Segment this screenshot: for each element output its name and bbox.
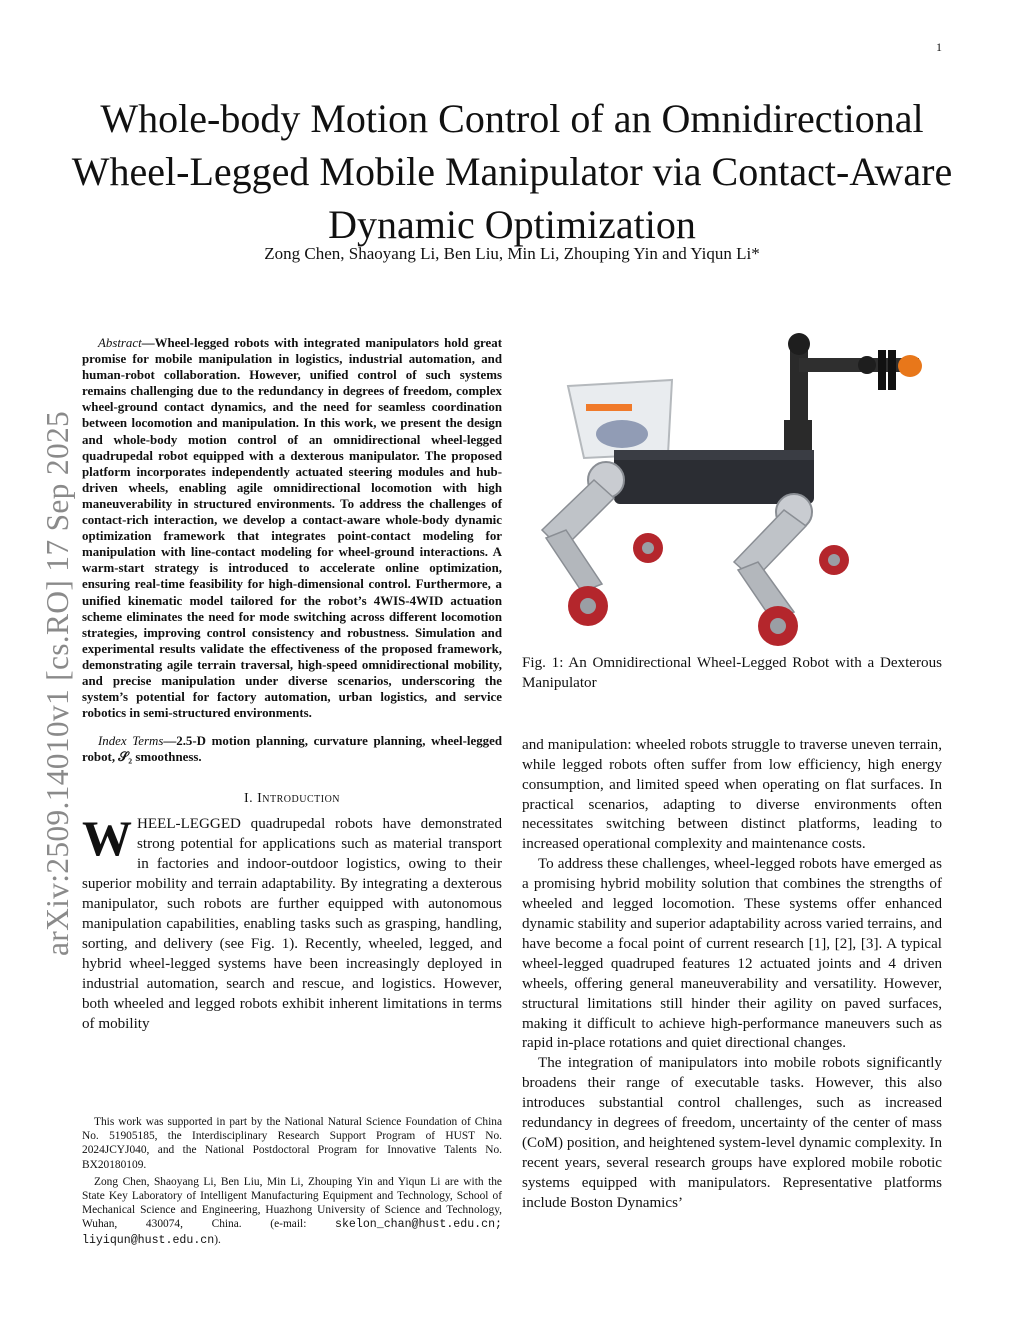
dropcap-letter: W [82,810,132,867]
front-left-hub [580,598,596,614]
intro-paragraph [82,810,502,1034]
front-lower-leg [546,530,602,592]
robot-photo-illustration [522,330,942,646]
body-paragraph: The integration of manipulators into mobile robots significantly broadens their range of executable tasks. However, this also introduces substantial control challenges, such as increased redundancy in degrees of freedom, uncertainty of the center of mass (CoM) position, and heightened system-level dynamic complexity. In recent years, several research groups have explored mobile robotic systems equipped with manipulators. Representative platforms include Boston Dynamics’ [522,1055,942,1211]
page-number: 1 [936,40,942,54]
abstract [82,335,502,721]
author-list: Zong Chen, Shaoyang Li, Ben Liu, Min Li, Zhouping Yin and Yiqun Li* [264,244,760,263]
arxiv-identifier-stamp: arXiv:2509.14010v1 [cs.RO] 17 Sep 2025 [40,410,75,956]
robot-body-top [614,450,814,460]
bin-orange-item [586,404,632,411]
abstract-text: —Wheel-legged robots with integrated manipulators hold great promise for mobile manipulation in logistics, industrial automation, and human-robot collaboration. However, unified control of such systems remains challenging due to the redundancy in degrees of freedom, complex wheel-ground contact dynamics, and the need for seamless coordination between locomotion and manipulation. In this work, we present the design and whole-body motion control of an omnidirectional wheel-legged quadrupedal robot equipped with a dexterous manipulator. The proposed platform incorporates independently actuated steering modules and hub-driven wheels, enabling agile omnidirectional locomotion with high maneuverability in structured environments. To address the challenges of contact-rich interaction, we develop a contact-aware whole-body dynamic optimization framework that integrates point-contact modeling for manipulation with line-contact modeling for wheel-ground interactions. A warm-start strategy is introduced to accelerate online optimization, ensuring real-time feasibility for high-dimensional control. Furthermore, a unified kinematic model tailored for the robot’s 4WIS-4WID actuation scheme eliminates the need for mode switching across different locomotion strategies, improving control consistency and robustness. Simulation and experimental results validate the effectiveness of the proposed framework, demonstrating agile terrain traversal, high-speed omnidirectional mobility, and precise manipulation under diverse scenarios, underscoring the system’s potential for factory automation, urban logistics, and service robotics in semi-structured environments. [82,336,502,721]
arm-shoulder-joint [788,333,810,355]
index-terms-label: Index Terms [98,734,164,749]
right-column-body [522,736,942,1214]
affiliation-end: ). [214,1233,221,1246]
section-heading-introduction: I. Introduction [243,791,341,807]
bin-blue-item [596,420,648,448]
affiliation-footnote [82,1175,502,1248]
rear-left-hub [770,618,786,634]
affiliation-text: Zong Chen, Shaoyang Li, Ben Liu, Min Li, Zhouping Yin and Yiqun Li are with the State Key Laboratory of Intelligent Manufacturing Equipment and Technology, School of Mechanical Science and Engineering, Huazhong University of Science and Technology, Wuhan, 430074, China. (e-mail: [82,1175,502,1231]
left-column [82,335,502,1034]
grasped-bottle [898,355,922,377]
right-column [522,330,942,1214]
funding-footnote: This work was supported in part by the National Natural Science Foundation of China No. 51905185, the Interdisciplinary Research Support Program of HUST No. 2024JCYJ040, and the National Postdoctoral Program for Innovative Talents No. BX20180109. [82,1116,502,1171]
gripper-left-finger [878,350,886,390]
index-terms-text: —2.5-D motion planning, curvature planning, wheel-legged robot, 𝒮₂ smoothness. [82,734,502,765]
gripper-right-finger [888,350,896,390]
abstract-label: Abstract [98,336,142,350]
body-paragraph: and manipulation: wheeled robots struggle to traverse uneven terrain, while legged robots often suffer from low efficiency, high energy consumption, and limited speed when operating on flat surfaces. In practical scenarios, adapting to diverse environments often necessitates switching between distinct platforms, leading to increased operational complexity and maintenance costs. [522,736,942,853]
rear-right-hub [828,554,840,566]
figure-caption: Fig. 1: An Omnidirectional Wheel-Legged Robot with a Dexterous Manipulator [522,655,942,691]
robot-figure [522,330,942,646]
email-addresses[interactable]: skelon_chan@hust.edu.cn; liyiqun@hust.edu.cn [82,1218,502,1247]
body-paragraph: To address these challenges, wheel-legged robots have emerged as a promising hybrid mobility solution that combines the strengths of wheeled and legged locomotion. These systems offer enhanced dynamic stability and superior adaptability across varied terrains, and have become a focal point of current research [1], [2], [3]. A typical wheel-legged quadruped features 12 actuated joints and 4 driven wheels, offering general maneuverability and versatility. However, structural limitations still hinder their agility on paved surfaces, making it difficult to achieve high-performance maneuvers such as rapid in-place rotations and quiet directional changes. [522,856,942,1052]
index-terms [82,733,502,765]
intro-paragraph-text: HEEL-LEGGED quadrupedal robots have demonstrated strong potential for applications such as material transport in factories and indoor-outdoor logistics, owing to their superior mobility and terrain adaptability. By integrating a dexterous manipulator, such robots are further equipped with autonomous manipulation capabilities, enabling tasks such as grasping, handling, sorting, and delivery (see Fig. 1). Recently, wheeled, legged, and hybrid wheel-legged systems have been increasingly deployed in industrial automation, search and rescue, and logistics. However, both wheeled and legged robots exhibit inherent limitations in terms of mobility [82,816,502,1032]
arm-elbow-joint [858,356,876,374]
front-right-hub [642,542,654,554]
paper-title: Whole-body Motion Control of an Omnidirectional Wheel-Legged Mobile Manipulator via Contact-Aware Dynamic Optimization [71,96,953,247]
footnotes [82,1115,502,1251]
